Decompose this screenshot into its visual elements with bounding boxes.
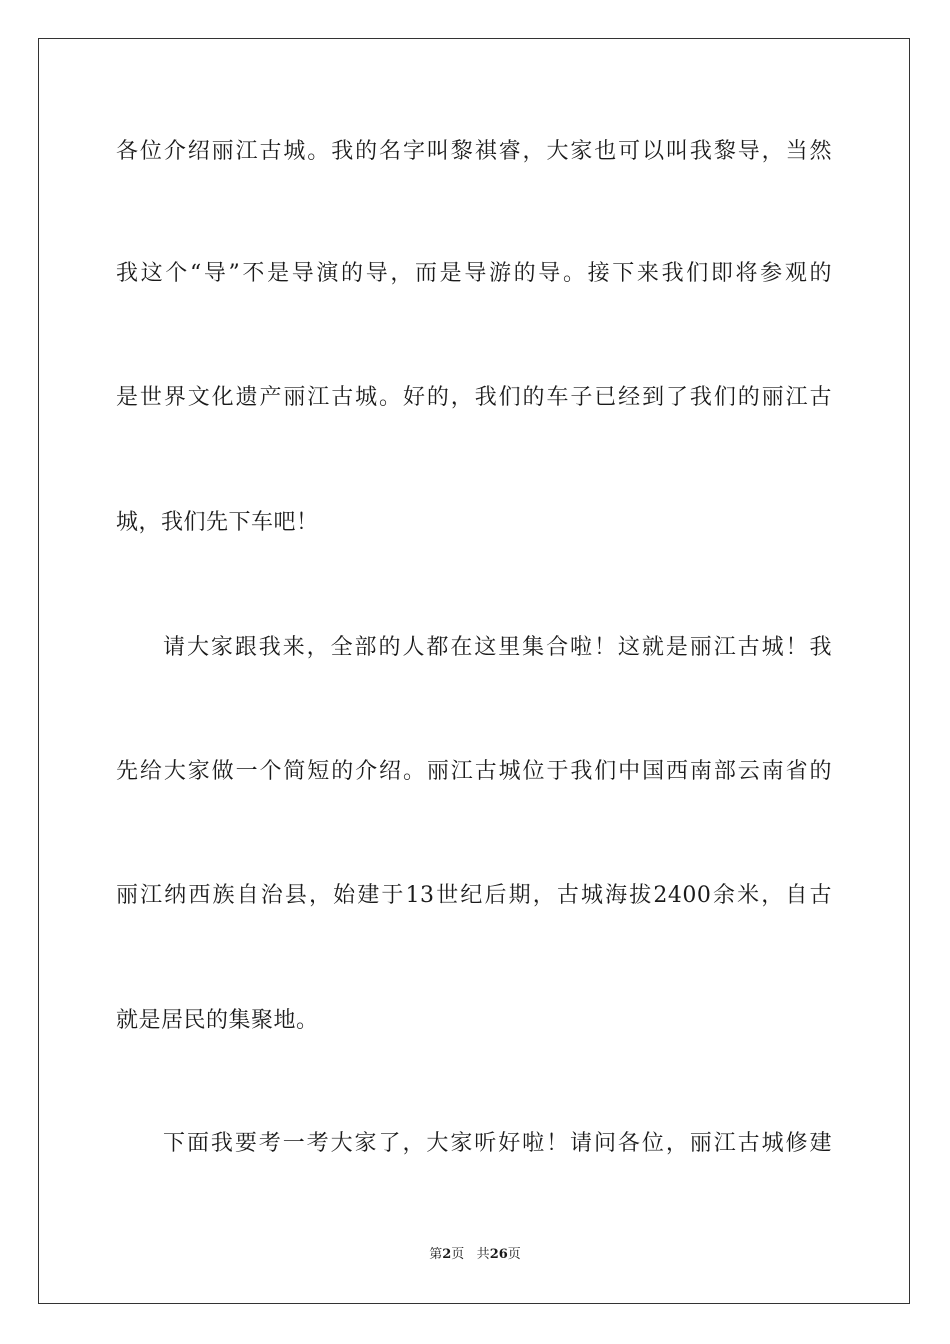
text-line: 我这个“导”不是导演的导，而是导游的导。接下来我们即将参观的 [116,261,832,286]
page-footer [0,1246,950,1264]
page-total-prefix: 共 [476,1247,490,1262]
page-number-prefix: 第 [429,1247,443,1262]
text-line: 丽江纳西族自治县，始建于13世纪后期，古城海拔2400余米，自古 [116,883,833,908]
text-line: 就是居民的集聚地。 [116,1008,319,1033]
page-total-suffix: 页 [507,1247,521,1262]
page-border [38,38,910,1304]
paragraph-first-line: 下面我要考一考大家了，大家听好啦！请问各位，丽江古城修建 [163,1131,832,1156]
paragraph-first-line: 请大家跟我来，全部的人都在这里集合啦！这就是丽江古城！我 [163,635,832,660]
page-number-current: 2 [442,1247,452,1262]
text-line: 先给大家做一个简短的介绍。丽江古城位于我们中国西南部云南省的 [116,759,832,784]
text-line: 是世界文化遗产丽江古城。好的，我们的车子已经到了我们的丽江古 [116,385,832,410]
page-number-suffix: 页 [451,1247,465,1262]
page-total: 26 [489,1247,508,1262]
text-line: 城，我们先下车吧！ [116,510,319,535]
text-line: 各位介绍丽江古城。我的名字叫黎祺睿，大家也可以叫我黎导，当然 [116,139,832,164]
